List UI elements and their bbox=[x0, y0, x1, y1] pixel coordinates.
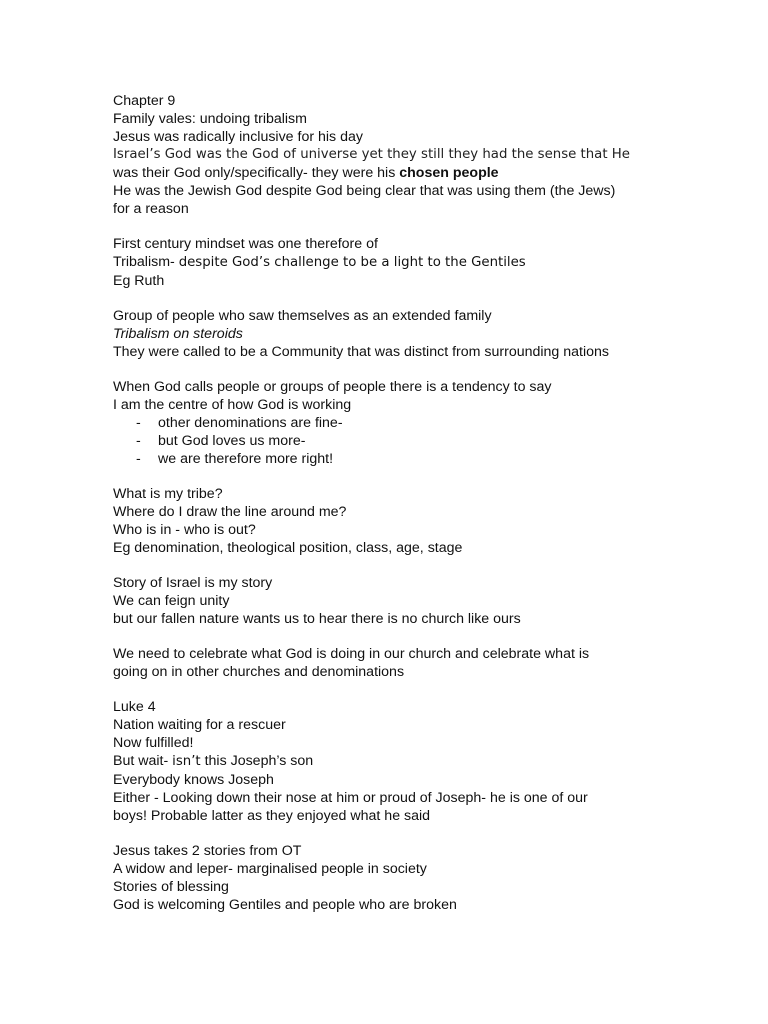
paragraph-gap bbox=[113, 557, 673, 574]
text-line: boys! Probable latter as they enjoyed what he said bbox=[113, 808, 431, 824]
chapter-heading: Chapter 9 bbox=[113, 93, 176, 109]
text-line: Family vales: undoing tribalism bbox=[113, 111, 307, 127]
text-line: He was the Jewish God despite God being clear that was using them (the Jews) bbox=[113, 183, 616, 199]
paragraph-gap bbox=[113, 825, 673, 842]
document-page bbox=[113, 92, 673, 914]
bold-text: chosen people bbox=[399, 165, 499, 181]
text-line: Eg Ruth bbox=[113, 273, 165, 289]
text-line: Story of Israel is my story bbox=[113, 575, 273, 591]
text-span: Tribalism- bbox=[113, 254, 179, 270]
text-line: Israel’s God was the God of universe yet they still they had the sense that He bbox=[113, 147, 630, 162]
paragraph-gap bbox=[113, 628, 673, 645]
text-line: God is welcoming Gentiles and people who are broken bbox=[113, 897, 457, 913]
text-span: despite God’s challenge to be a light to the Gentiles bbox=[178, 255, 526, 270]
list-item bbox=[113, 450, 673, 468]
text-line: going on in other churches and denominations bbox=[113, 664, 405, 680]
text-line: Everybody knows Joseph bbox=[113, 772, 274, 788]
dash-list bbox=[113, 414, 673, 468]
text-line: Either - Looking down their nose at him or proud of Joseph- he is one of our bbox=[113, 790, 588, 806]
text-line: Eg denomination, theological position, class, age, stage bbox=[113, 540, 463, 556]
text-line: A widow and leper- marginalised people in society bbox=[113, 861, 427, 877]
text-span: this Joseph’s son bbox=[200, 753, 314, 769]
text-line: Group of people who saw themselves as an extended family bbox=[113, 308, 492, 324]
paragraph-gap bbox=[113, 468, 673, 485]
text-line: What is my tribe? bbox=[113, 486, 223, 502]
list-item bbox=[113, 414, 673, 432]
text-line: Stories of blessing bbox=[113, 879, 229, 895]
text-line: for a reason bbox=[113, 201, 189, 217]
list-item bbox=[113, 432, 673, 450]
text-line: Luke 4 bbox=[113, 699, 156, 715]
text-line: When God calls people or groups of people there is a tendency to say bbox=[113, 379, 552, 395]
paragraph-gap bbox=[113, 290, 673, 307]
paragraph-gap bbox=[113, 361, 673, 378]
list-item-text: other denominations are fine- bbox=[158, 415, 343, 431]
list-item-text: we are therefore more right! bbox=[158, 451, 334, 467]
list-item-text: but God loves us more- bbox=[158, 433, 306, 449]
text-line: but our fallen nature wants us to hear there is no church like ours bbox=[113, 611, 521, 627]
text-line: Who is in - who is out? bbox=[113, 522, 256, 538]
text-line: Where do I draw the line around me? bbox=[113, 504, 347, 520]
text-span: was their God only/specifically- they were his bbox=[113, 165, 400, 181]
text-span: isn’t bbox=[172, 754, 201, 769]
text-line: First century mindset was one therefore of bbox=[113, 236, 378, 252]
text-line: I am the centre of how God is working bbox=[113, 397, 352, 413]
text-line: We can feign unity bbox=[113, 593, 230, 609]
paragraph-gap bbox=[113, 218, 673, 235]
italic-text: Tribalism on steroids bbox=[113, 326, 243, 342]
text-line bbox=[113, 325, 673, 343]
text-line: Nation waiting for a rescuer bbox=[113, 717, 286, 733]
text-line bbox=[113, 164, 673, 182]
text-line: Jesus takes 2 stories from OT bbox=[113, 843, 302, 859]
dash-bullet: - bbox=[136, 451, 141, 467]
paragraph-gap bbox=[113, 681, 673, 698]
text-span: But wait- bbox=[113, 753, 173, 769]
text-line bbox=[113, 253, 673, 272]
dash-bullet: - bbox=[136, 415, 141, 431]
text-line: Now fulfilled! bbox=[113, 735, 194, 751]
text-line: We need to celebrate what God is doing in our church and celebrate what is bbox=[113, 646, 590, 662]
text-line: They were called to be a Community that was distinct from surrounding nations bbox=[113, 344, 610, 360]
text-line: Jesus was radically inclusive for his day bbox=[113, 129, 363, 145]
dash-bullet: - bbox=[136, 433, 141, 449]
text-line bbox=[113, 752, 673, 771]
